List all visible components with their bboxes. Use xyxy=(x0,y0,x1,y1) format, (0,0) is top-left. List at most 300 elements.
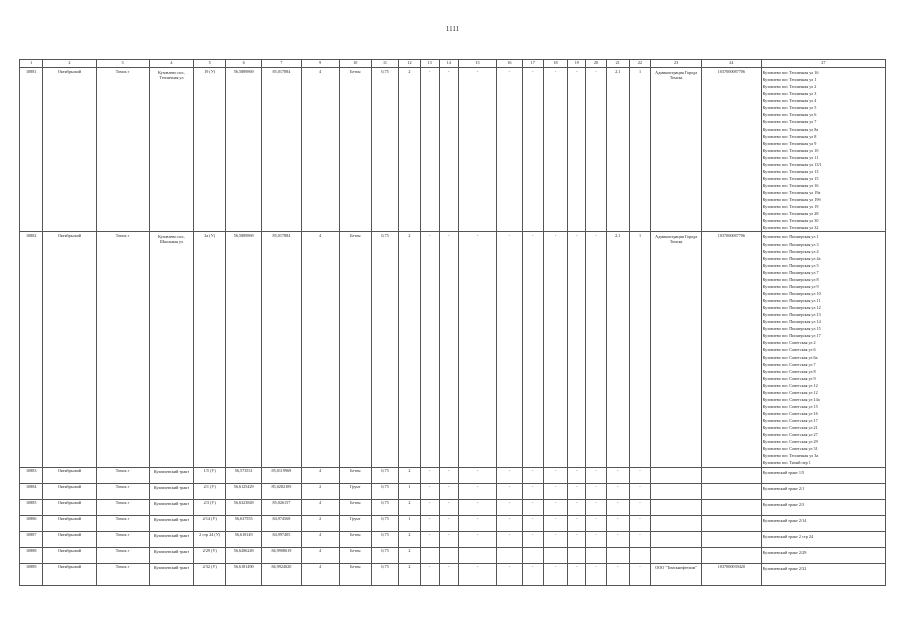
address-line: Кузовлево пос Пионерская ул 14 xyxy=(762,319,821,325)
column-header: 14 xyxy=(439,60,458,68)
address-list xyxy=(761,68,885,232)
table-cell: 56,6286249 xyxy=(226,547,262,563)
table-cell: Бетон xyxy=(339,232,371,467)
table-cell: Бетон xyxy=(339,563,371,585)
table-cell: - xyxy=(497,515,523,531)
table-cell: - xyxy=(439,563,458,585)
address-line: Кузовлево пос Пионерская ул 10 xyxy=(762,290,821,296)
table-cell: - xyxy=(568,563,586,585)
table-cell: 1/5 (У) xyxy=(194,467,226,483)
table-cell: 10883 xyxy=(20,467,43,483)
column-header: 16 xyxy=(497,60,523,68)
table-cell: Октябрьский xyxy=(43,483,96,499)
table-cell: - xyxy=(568,515,586,531)
table-cell: Октябрьский xyxy=(43,499,96,515)
table-cell: 4 xyxy=(301,467,339,483)
table-cell: - xyxy=(568,483,586,499)
address-line: Кузовлево пос Пионерская ул 9 xyxy=(762,283,819,289)
table-row xyxy=(20,232,886,467)
address-list xyxy=(761,499,885,515)
column-header: 7 xyxy=(262,60,301,68)
address-line: Кузовлево пос Тепличная ул 3а xyxy=(762,453,819,459)
table-cell: - xyxy=(522,499,543,515)
address-list xyxy=(761,563,885,585)
address-line: Кузовлево пос Тепличная ул 30 xyxy=(762,218,819,224)
table-row xyxy=(20,547,886,563)
table-cell: ООО "Томскнефтехим" xyxy=(651,563,702,585)
address-line: Кузовлево пос Тепличная ул 19а xyxy=(762,190,821,196)
table-cell: Администрация Города Томска xyxy=(651,68,702,232)
table-cell: - xyxy=(543,467,567,483)
address-line: Кузовлево пос Пионерская ул 12 xyxy=(762,305,821,311)
table-cell: - xyxy=(568,68,586,232)
table-cell: Томск г xyxy=(96,483,149,499)
table-cell: Томск г xyxy=(96,232,149,467)
address-line: Кузовлево пос Пионерская ул 11 xyxy=(762,298,821,303)
table-cell: Кузовлевский тракт xyxy=(149,499,194,515)
address-line: Кузовлево пос Пионерская ул 4а xyxy=(762,255,821,261)
table-cell: - xyxy=(543,483,567,499)
table-cell: Бетон xyxy=(339,467,371,483)
table-cell xyxy=(651,515,702,531)
table-cell: - xyxy=(606,499,629,515)
address-line: Кузовлево пос Советская ул 6а xyxy=(762,354,818,360)
table-cell: 84,9908619 xyxy=(262,547,301,563)
address-line: Кузовлево пос Советская ул 27 xyxy=(762,432,818,438)
table-cell: - xyxy=(458,563,496,585)
address-line: Кузовлево пос Тепличная ул 10 xyxy=(762,147,819,153)
table-row xyxy=(20,68,886,232)
address-line: Кузовлево пос Тепличная ул 16 xyxy=(762,70,819,75)
address-line: Кузовлево пос Тепличная ул 28 xyxy=(762,211,819,217)
table-cell xyxy=(606,547,629,563)
table-cell: - xyxy=(458,483,496,499)
table-cell: 1 xyxy=(629,232,650,467)
table-cell: 56,573531 xyxy=(226,467,262,483)
table-cell: Томск г xyxy=(96,68,149,232)
column-header: 18 xyxy=(543,60,567,68)
table-cell: 2 xyxy=(399,547,420,563)
address-line: Кузовлево пос Советская ул 29 xyxy=(762,439,818,445)
table-cell: - xyxy=(586,483,606,499)
table-cell: 85,017884 xyxy=(262,232,301,467)
address-line: Кузовлево пос Тихий пер 1 xyxy=(762,460,811,466)
column-header: 21 xyxy=(606,60,629,68)
table-cell: Администрация Города Томска xyxy=(651,232,702,467)
table-cell: 85,017884 xyxy=(262,68,301,232)
address-line: Кузовлевский тракт 1/5 xyxy=(762,469,805,475)
table-cell: 84,9924020 xyxy=(262,563,301,585)
table-cell xyxy=(458,547,496,563)
table-cell: 10887 xyxy=(20,531,43,547)
address-line: Кузовлево пос Тепличная ул 13 xyxy=(762,168,819,174)
column-header: 12 xyxy=(399,60,420,68)
table-cell: 56,618149 xyxy=(226,531,262,547)
table-cell: - xyxy=(586,467,606,483)
table-cell: - xyxy=(522,232,543,467)
address-line: Кузовлевский тракт 2/1 xyxy=(762,485,805,491)
table-cell: 2 xyxy=(399,467,420,483)
table-cell: Томск г xyxy=(96,547,149,563)
table-cell: - xyxy=(629,531,650,547)
column-header: 13 xyxy=(420,60,439,68)
table-cell xyxy=(651,467,702,483)
address-line: Кузовлево пос Советская ул 2 xyxy=(762,340,816,346)
address-line: Кузовлево пос Тепличная ул 3 xyxy=(762,91,817,97)
address-line: Кузовлевский тракт 2 стр 24 xyxy=(762,533,814,539)
table-cell: - xyxy=(586,563,606,585)
table-cell: 84,974568 xyxy=(262,515,301,531)
address-line: Кузовлево пос Тепличная ул 1 xyxy=(762,77,817,83)
column-header: 1 xyxy=(20,60,43,68)
table-cell: Кузовлевский тракт xyxy=(149,483,194,499)
table-cell: - xyxy=(522,515,543,531)
table-cell: Бетон xyxy=(339,531,371,547)
address-line: Кузовлево пос Тепличная ул 15 xyxy=(762,175,819,181)
address-line: Кузовлево пос Советская ул 15 xyxy=(762,403,818,409)
column-header: 20 xyxy=(586,60,606,68)
table-cell: - xyxy=(439,515,458,531)
table-cell: - xyxy=(458,68,496,232)
table-cell: 2 xyxy=(301,515,339,531)
column-header: 23 xyxy=(651,60,702,68)
table-cell: - xyxy=(497,531,523,547)
table-cell: 2/14 (У) xyxy=(194,515,226,531)
table-cell: 10889 xyxy=(20,563,43,585)
table-cell: 0,75 xyxy=(371,531,399,547)
table-cell: 10881 xyxy=(20,68,43,232)
table-cell: - xyxy=(606,467,629,483)
address-line: Кузовлево пос Советская ул 14а xyxy=(762,396,820,402)
address-line: Кузовлево пос Пионерская ул 1 xyxy=(762,234,819,240)
table-cell: 0,75 xyxy=(371,232,399,467)
table-cell: Томск г xyxy=(96,467,149,483)
table-cell: - xyxy=(586,499,606,515)
address-list xyxy=(761,483,885,499)
address-line: Кузовлево пос Пионерская ул 8 xyxy=(762,276,819,282)
address-line: Кузовлево пос Пионерская ул 17 xyxy=(762,333,821,339)
table-cell: 0,75 xyxy=(371,467,399,483)
table-cell: - xyxy=(522,531,543,547)
address-line: Кузовлево пос Пионерская ул 5 xyxy=(762,262,819,268)
address-line: Кузовлево пос Советская ул 9 xyxy=(762,375,816,381)
table-cell: Томск г xyxy=(96,563,149,585)
table-cell: 1 xyxy=(629,68,650,232)
table-cell: 4 xyxy=(301,531,339,547)
column-header: 19 xyxy=(568,60,586,68)
address-line: Кузовлево пос Тепличная ул 5 xyxy=(762,105,817,111)
column-header: 9 xyxy=(301,60,339,68)
address-list xyxy=(761,547,885,563)
table-cell xyxy=(522,547,543,563)
table-cell: - xyxy=(629,515,650,531)
table-cell: Октябрьский xyxy=(43,232,96,467)
table-cell: 2 стр 24 (У) xyxy=(194,531,226,547)
table-cell: - xyxy=(458,531,496,547)
header-row xyxy=(20,60,886,68)
table-cell: 2/32 (У) xyxy=(194,563,226,585)
table-cell: - xyxy=(420,515,439,531)
table-row xyxy=(20,499,886,515)
table-cell: 84,997405 xyxy=(262,531,301,547)
column-header: 5 xyxy=(194,60,226,68)
table-cell: 4 xyxy=(301,232,339,467)
table-cell: 56,6181490 xyxy=(226,563,262,585)
table-cell: - xyxy=(420,499,439,515)
table-cell: 0,75 xyxy=(371,483,399,499)
table-cell: Кузовлево пос, Школьная ул xyxy=(149,232,194,467)
table-cell: - xyxy=(439,531,458,547)
table-cell xyxy=(439,547,458,563)
table-cell: 1 xyxy=(399,483,420,499)
table-cell: Кузовлевский тракт xyxy=(149,563,194,585)
table-cell: - xyxy=(586,515,606,531)
table-cell xyxy=(568,547,586,563)
table-row xyxy=(20,483,886,499)
address-line: Кузовлево пос Тепличная ул 13/1 xyxy=(762,161,822,167)
table-cell: 2а (У) xyxy=(194,232,226,467)
table-cell: 0,75 xyxy=(371,547,399,563)
table-cell: - xyxy=(497,483,523,499)
table-cell: Кузовлевский тракт xyxy=(149,531,194,547)
table-cell: - xyxy=(497,467,523,483)
table-cell: 2,1 xyxy=(606,68,629,232)
column-header: 17 xyxy=(522,60,543,68)
table-cell: 10888 xyxy=(20,547,43,563)
column-header: 10 xyxy=(339,60,371,68)
page-number: 1111 xyxy=(445,25,460,33)
address-line: Кузовлево пос Пионерская ул 3 xyxy=(762,241,819,247)
table-cell: - xyxy=(586,531,606,547)
address-line: Кузовлевский тракт 2/29 xyxy=(762,549,807,555)
table-cell xyxy=(497,547,523,563)
table-cell: 56,6125429 xyxy=(226,483,262,499)
table-cell xyxy=(420,547,439,563)
table-cell: - xyxy=(568,232,586,467)
table-cell xyxy=(586,547,606,563)
table-cell: 4 xyxy=(301,499,339,515)
table-cell xyxy=(629,547,650,563)
address-line: Кузовлево пос Тепличная ул 19 xyxy=(762,204,819,210)
table-cell: - xyxy=(586,232,606,467)
table-cell: Томск г xyxy=(96,531,149,547)
column-header: 27 xyxy=(761,60,885,68)
address-list xyxy=(761,515,885,531)
table-cell: - xyxy=(606,515,629,531)
table-cell xyxy=(702,515,762,531)
table-cell: Кузовлевский тракт xyxy=(149,547,194,563)
table-cell: Октябрьский xyxy=(43,531,96,547)
table-cell: - xyxy=(420,483,439,499)
table-cell: 4 xyxy=(301,563,339,585)
table-cell: 19 (У) xyxy=(194,68,226,232)
address-line: Кузовлево пос Тепличная ул 19б xyxy=(762,197,821,203)
address-line: Кузовлево пос Тепличная ул 16 xyxy=(762,183,819,188)
address-line: Кузовлево пос Тепличная ул 8 xyxy=(762,133,817,139)
table-cell: 2 xyxy=(399,563,420,585)
table-cell: - xyxy=(543,563,567,585)
address-line: Кузовлево пос Пионерская ул 4 xyxy=(762,248,819,254)
table-cell: Кузовлевский тракт xyxy=(149,467,194,483)
address-line: Кузовлево пос Тепличная ул 11 xyxy=(762,154,819,160)
table-cell: - xyxy=(458,499,496,515)
address-line: Кузовлево пос Тепличная ул 4 xyxy=(762,98,817,104)
column-header: 15 xyxy=(458,60,496,68)
table-cell: Томск г xyxy=(96,499,149,515)
address-line: Кузовлево пос Пионерская ул 7 xyxy=(762,269,819,275)
table-cell xyxy=(702,467,762,483)
table-cell: - xyxy=(543,515,567,531)
address-line: Кузовлево пос Советская ул 8 xyxy=(762,368,816,374)
table-cell: 10882 xyxy=(20,232,43,467)
table-cell: 2/29 (У) xyxy=(194,547,226,563)
table-cell: 2,1 xyxy=(606,232,629,467)
column-header: 2 xyxy=(43,60,96,68)
table-row xyxy=(20,467,886,483)
table-cell: 85,0282109 xyxy=(262,483,301,499)
table-cell: - xyxy=(439,499,458,515)
table-cell xyxy=(543,547,567,563)
table-cell: Октябрьский xyxy=(43,547,96,563)
table-cell xyxy=(702,483,762,499)
table-cell: 1037000039420 xyxy=(702,563,762,585)
table-cell: - xyxy=(629,563,650,585)
registry-table xyxy=(19,59,886,586)
table-cell: - xyxy=(420,232,439,467)
table-cell xyxy=(651,499,702,515)
table-cell: - xyxy=(458,467,496,483)
address-line: Кузовлево пос Тепличная ул 6 xyxy=(762,112,817,118)
table-cell: Кузовлево пос, Тепличная ул xyxy=(149,68,194,232)
table-row xyxy=(20,563,886,585)
table-cell: 2 xyxy=(301,483,339,499)
column-header: 3 xyxy=(96,60,149,68)
table-cell: - xyxy=(543,232,567,467)
address-list xyxy=(761,232,885,467)
table-cell: 56,6323849 xyxy=(226,499,262,515)
address-line: Кузовлево пос Советская ул 31 xyxy=(762,446,818,452)
table-cell: - xyxy=(629,499,650,515)
table-row xyxy=(20,531,886,547)
address-line: Кузовлево пос Тепличная ул 2 xyxy=(762,84,817,90)
table-cell xyxy=(651,531,702,547)
table-cell: - xyxy=(439,467,458,483)
table-cell: 56,637555 xyxy=(226,515,262,531)
table-cell: - xyxy=(497,499,523,515)
table-cell: 4 xyxy=(301,68,339,232)
table-cell: 56,5889869 xyxy=(226,232,262,467)
table-cell: 1037000087706 xyxy=(702,68,762,232)
table-cell: - xyxy=(606,483,629,499)
table-cell: - xyxy=(543,531,567,547)
table-cell: - xyxy=(568,499,586,515)
table-cell: 10884 xyxy=(20,483,43,499)
address-line: Кузовлево пос Советская ул 7 xyxy=(762,361,816,367)
table-cell xyxy=(702,499,762,515)
address-line: Кузовлево пос Тепличная ул 7 xyxy=(762,119,817,125)
table-cell: Бетон xyxy=(339,499,371,515)
table-cell: 10886 xyxy=(20,515,43,531)
table-cell: - xyxy=(522,467,543,483)
table-cell: 0,75 xyxy=(371,563,399,585)
address-line: Кузовлевский тракт 2/32 xyxy=(762,565,807,571)
table-cell: - xyxy=(629,467,650,483)
address-line: Кузовлево пос Тепличная ул 32 xyxy=(762,225,819,231)
address-line: Кузовлево пос Советская ул 16 xyxy=(762,411,818,416)
table-cell: 10885 xyxy=(20,499,43,515)
table-cell: - xyxy=(420,531,439,547)
table-cell: - xyxy=(439,232,458,467)
table-cell: - xyxy=(497,232,523,467)
address-list xyxy=(761,467,885,483)
table-cell: 0,75 xyxy=(371,68,399,232)
table-cell: Томск г xyxy=(96,515,149,531)
table-cell: - xyxy=(522,68,543,232)
table-cell: Кузовлевский тракт xyxy=(149,515,194,531)
address-line: Кузовлево пос Советская ул 6 xyxy=(762,347,816,353)
table-cell: 1037000087706 xyxy=(702,232,762,467)
table-cell xyxy=(651,483,702,499)
column-header: 24 xyxy=(702,60,762,68)
table-cell: - xyxy=(439,483,458,499)
address-line: Кузовлево пос Советская ул 12 xyxy=(762,382,818,388)
table-cell: Октябрьский xyxy=(43,563,96,585)
address-line: Кузовлево пос Пионерская ул 13 xyxy=(762,312,821,318)
column-header: 6 xyxy=(226,60,262,68)
table-cell: - xyxy=(568,531,586,547)
address-line: Кузовлево пос Тепличная ул 9 xyxy=(762,140,817,146)
table-cell: Октябрьский xyxy=(43,467,96,483)
table-cell: - xyxy=(497,68,523,232)
table-cell: 1 xyxy=(399,515,420,531)
address-line: Кузовлевский тракт 2/3 xyxy=(762,501,805,507)
table-cell: 2 xyxy=(399,531,420,547)
table-cell: Бетон xyxy=(339,547,371,563)
table-cell: Октябрьский xyxy=(43,515,96,531)
table-cell: 2/3 (У) xyxy=(194,499,226,515)
table-cell: - xyxy=(458,232,496,467)
table-cell xyxy=(702,531,762,547)
table-cell: 2 xyxy=(399,232,420,467)
table-cell: Октябрьский xyxy=(43,68,96,232)
table-cell: 2/1 (У) xyxy=(194,483,226,499)
address-list xyxy=(761,531,885,547)
table-cell: Грунт xyxy=(339,515,371,531)
table-cell: - xyxy=(629,483,650,499)
table-cell: 85,0119969 xyxy=(262,467,301,483)
table-cell: 56,5889869 xyxy=(226,68,262,232)
address-line: Кузовлево пос Советская ул 21 xyxy=(762,425,818,431)
table-cell: - xyxy=(439,68,458,232)
address-line: Кузовлево пос Тепличная ул 8а xyxy=(762,126,819,132)
table-cell: - xyxy=(522,563,543,585)
table-cell: - xyxy=(543,499,567,515)
table-cell: - xyxy=(420,68,439,232)
table-cell: - xyxy=(606,563,629,585)
table-cell: 2 xyxy=(399,68,420,232)
column-header: 22 xyxy=(629,60,650,68)
table-cell xyxy=(702,547,762,563)
table-cell: 2 xyxy=(399,499,420,515)
column-header: 4 xyxy=(149,60,194,68)
table-cell: - xyxy=(458,515,496,531)
table-cell: Грунт xyxy=(339,483,371,499)
table-cell: - xyxy=(497,563,523,585)
table-cell: - xyxy=(522,483,543,499)
table-cell: - xyxy=(606,531,629,547)
table-cell xyxy=(651,547,702,563)
table-cell: - xyxy=(568,467,586,483)
